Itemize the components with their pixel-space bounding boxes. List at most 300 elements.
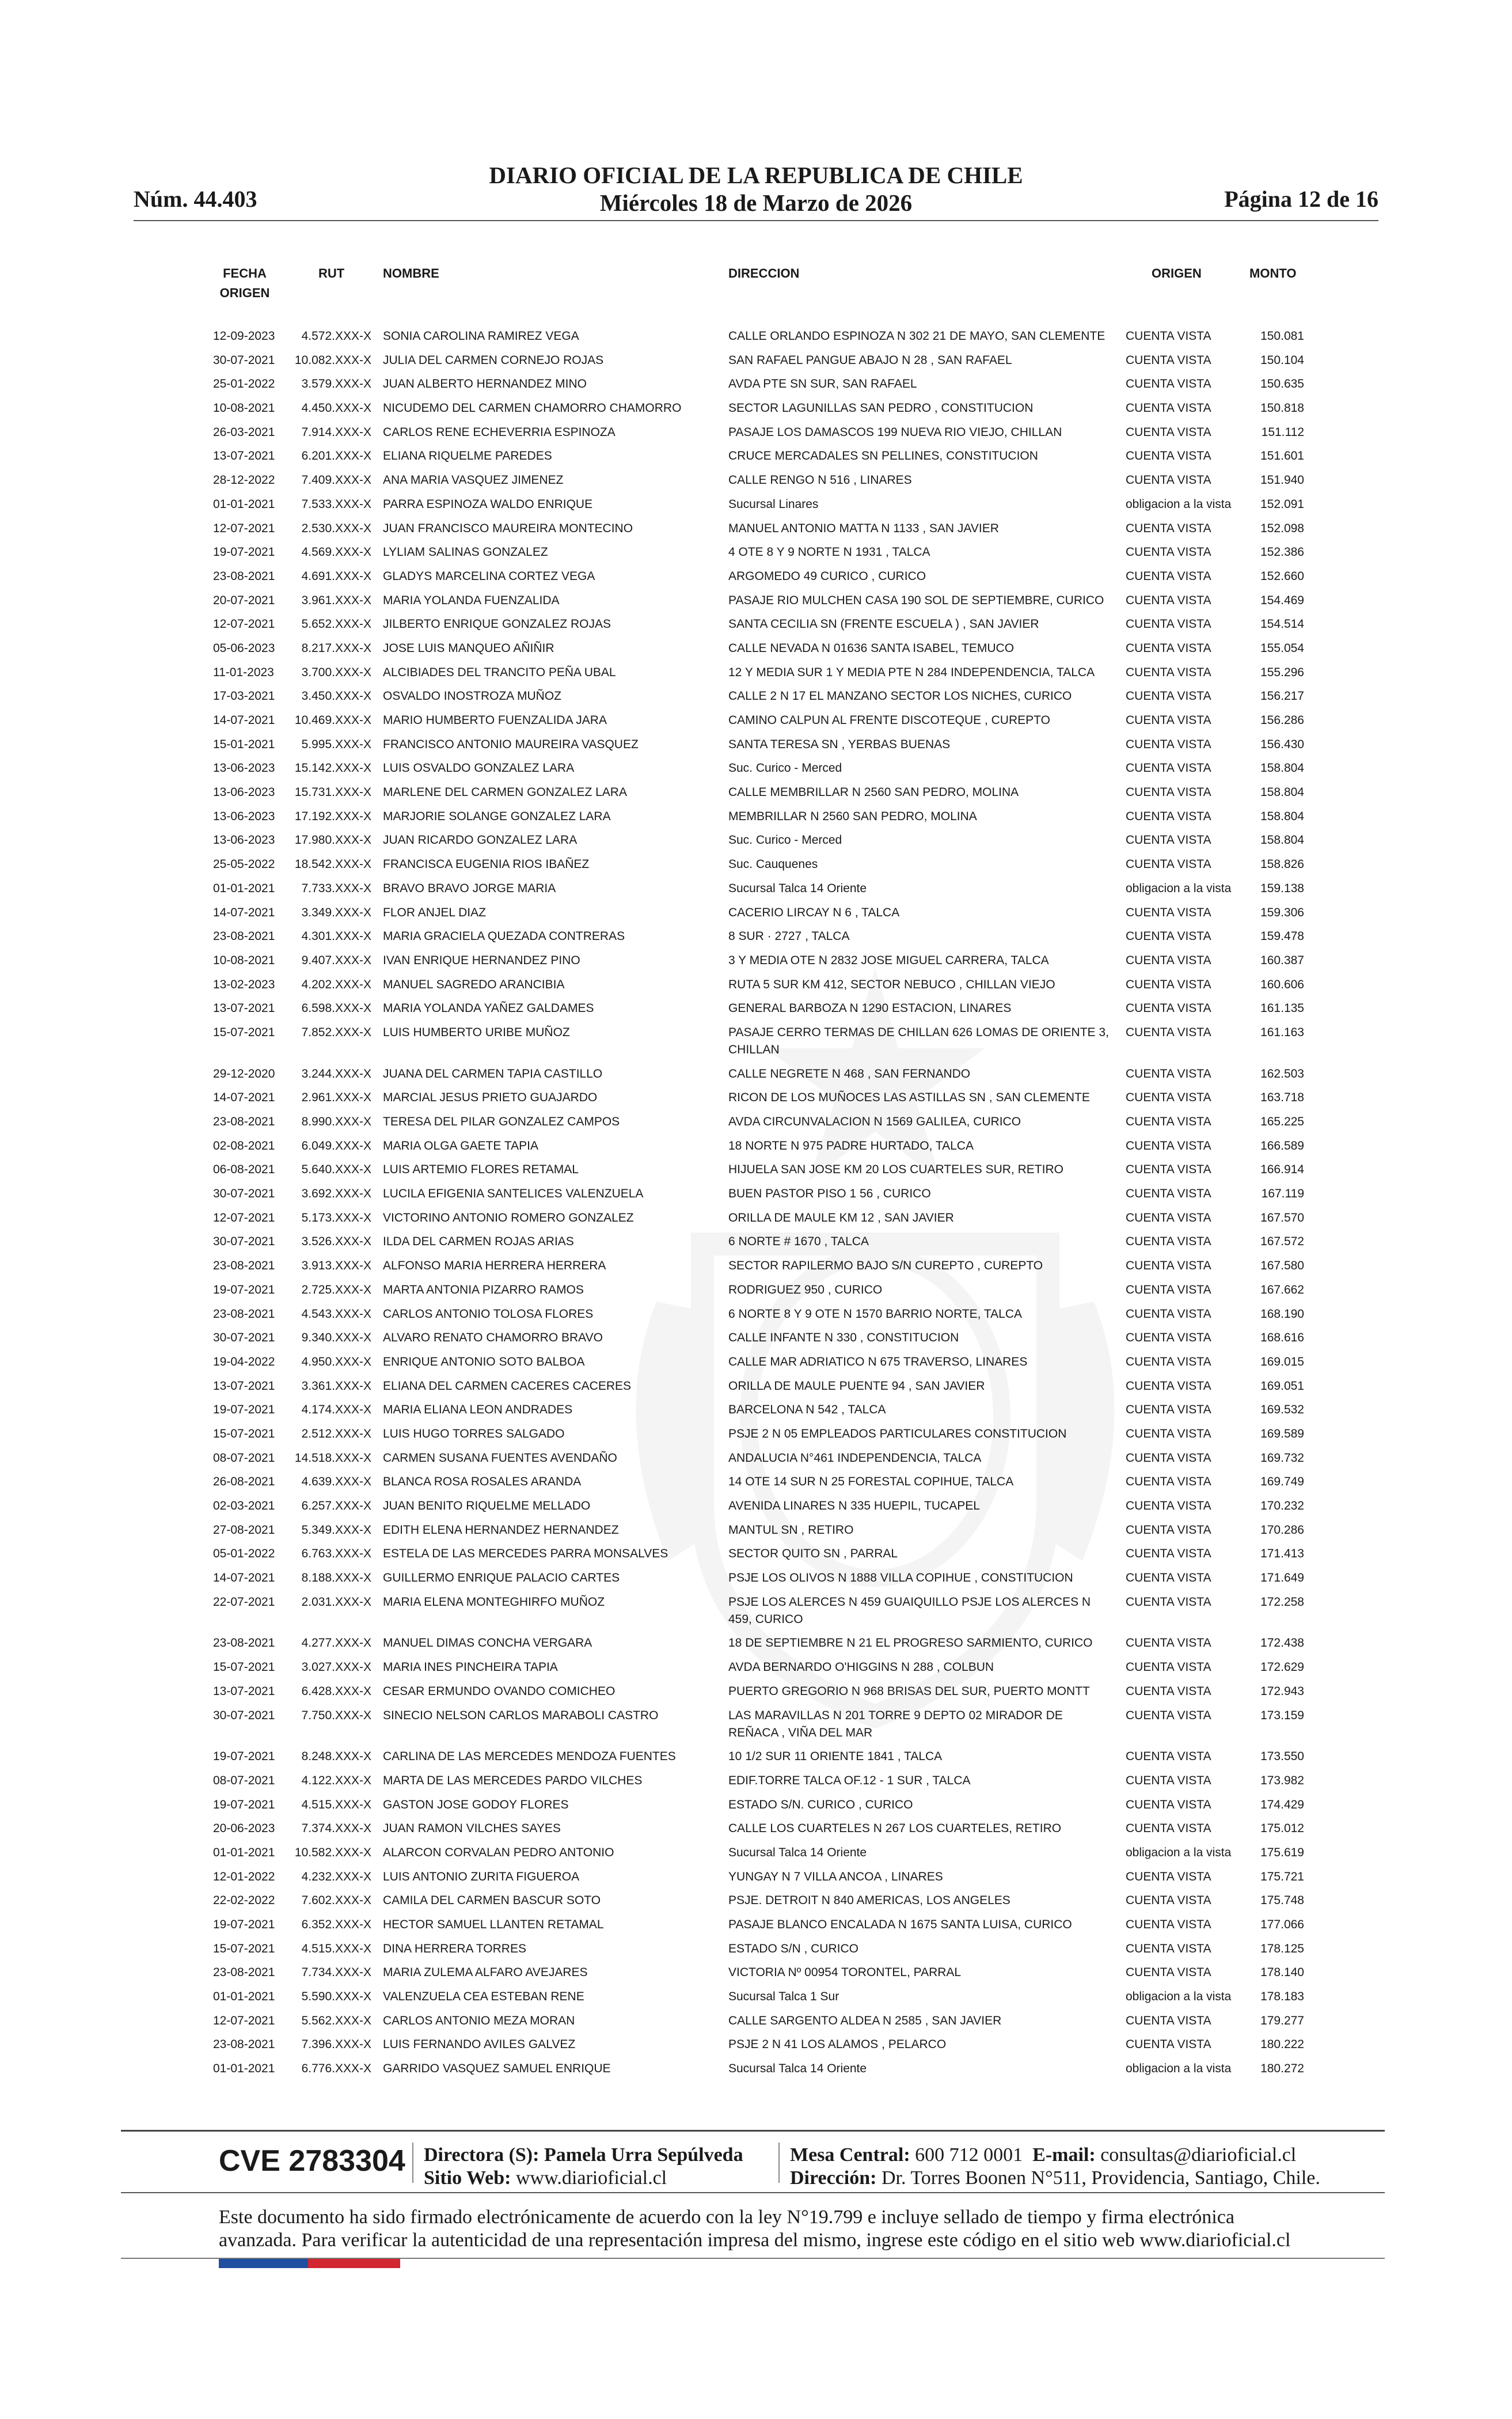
cell-origen: CUENTA VISTA [1126, 1595, 1211, 1609]
cell-fecha: 25-01-2022 [213, 377, 275, 391]
cell-origen: CUENTA VISTA [1126, 1660, 1211, 1674]
cell-origen: CUENTA VISTA [1126, 1235, 1211, 1249]
results-table [0, 328, 1512, 2084]
cell-fecha: 26-03-2021 [213, 425, 275, 439]
cell-direccion: PASAJE CERRO TERMAS DE CHILLAN 626 LOMAS DE ORIENTE 3, CHILLAN [728, 1025, 1109, 1056]
cell-origen: obligacion a la vista [1126, 881, 1232, 895]
cell-fecha: 23-08-2021 [213, 2038, 275, 2052]
cell-nombre: SINECIO NELSON CARLOS MARABOLI CASTRO [383, 1708, 659, 1722]
table-row [0, 1378, 1512, 1402]
cell-rut: 15.731.XXX-X [294, 786, 371, 799]
cell-nombre: GLADYS MARCELINA CORTEZ VEGA [383, 569, 595, 583]
cell-monto: 168.190 [1260, 1307, 1304, 1321]
cell-rut: 2.961.XXX-X [301, 1091, 371, 1105]
cell-origen: CUENTA VISTA [1126, 1331, 1211, 1345]
cell-monto: 163.718 [1260, 1091, 1304, 1105]
cell-nombre: ELIANA RIQUELME PAREDES [383, 449, 552, 463]
table-row [0, 376, 1512, 400]
table-row [0, 568, 1512, 592]
cell-direccion: BUEN PASTOR PISO 1 56 , CURICO [728, 1187, 931, 1201]
cell-origen: CUENTA VISTA [1126, 377, 1211, 391]
table-row [0, 904, 1512, 928]
table-row [0, 352, 1512, 376]
cell-origen: CUENTA VISTA [1126, 1475, 1211, 1489]
cell-nombre: HECTOR SAMUEL LLANTEN RETAMAL [383, 1918, 604, 1931]
cell-direccion: SECTOR RAPILERMO BAJO S/N CUREPTO , CUREPTO [728, 1259, 1043, 1273]
cell-nombre: FRANCISCA EUGENIA RIOS IBAÑEZ [383, 858, 590, 871]
table-row [0, 1353, 1512, 1378]
cell-rut: 7.409.XXX-X [301, 473, 371, 487]
cell-origen: CUENTA VISTA [1126, 329, 1211, 343]
cell-nombre: ALCIBIADES DEL TRANCITO PEÑA UBAL [383, 665, 616, 679]
cell-fecha: 13-06-2023 [213, 809, 275, 823]
cell-direccion: 8 SUR · 2727 , TALCA [728, 930, 850, 943]
cell-rut: 7.750.XXX-X [301, 1708, 371, 1722]
cell-origen: CUENTA VISTA [1126, 1571, 1211, 1585]
issue-number: Núm. 44.403 [134, 186, 257, 212]
cell-direccion: PASAJE LOS DAMASCOS 199 NUEVA RIO VIEJO, CHILLAN [728, 425, 1062, 439]
cell-fecha: 01-01-2021 [213, 497, 275, 511]
cell-direccion: Sucursal Talca 14 Oriente [728, 1845, 867, 1859]
cell-nombre: LUCILA EFIGENIA SANTELICES VALENZUELA [383, 1187, 644, 1201]
cell-direccion: SECTOR LAGUNILLAS SAN PEDRO , CONSTITUCION [728, 401, 1034, 415]
cell-origen: CUENTA VISTA [1126, 1750, 1211, 1764]
cell-monto: 158.804 [1260, 809, 1304, 823]
cell-fecha: 29-12-2020 [213, 1067, 275, 1080]
table-row [0, 736, 1512, 760]
cell-direccion: HIJUELA SAN JOSE KM 20 LOS CUARTELES SUR, RETIRO [728, 1163, 1063, 1177]
cell-fecha: 26-08-2021 [213, 1475, 275, 1489]
cell-rut: 4.569.XXX-X [301, 545, 371, 559]
cell-nombre: MARIA OLGA GAETE TAPIA [383, 1139, 538, 1152]
cell-rut: 4.450.XXX-X [301, 401, 371, 415]
table-row [0, 1868, 1512, 1893]
cell-rut: 5.995.XXX-X [301, 737, 371, 751]
cell-origen: CUENTA VISTA [1126, 714, 1211, 727]
cell-nombre: ELIANA DEL CARMEN CACERES CACERES [383, 1379, 632, 1393]
email-label: E-mail: [1032, 2144, 1096, 2166]
cell-fecha: 11-01-2023 [213, 665, 274, 679]
cell-rut: 15.142.XXX-X [294, 761, 371, 775]
table-row [0, 1113, 1512, 1138]
cell-direccion: AVDA CIRCUNVALACION N 1569 GALILEA, CURICO [728, 1115, 1021, 1128]
cell-monto: 172.943 [1260, 1684, 1304, 1698]
cell-rut: 14.518.XXX-X [294, 1451, 371, 1465]
cell-direccion: CALLE INFANTE N 330 , CONSTITUCION [728, 1331, 959, 1345]
cell-direccion: CALLE MAR ADRIATICO N 675 TRAVERSO, LINARES [728, 1355, 1028, 1368]
cell-direccion: CALLE ORLANDO ESPINOZA N 302 21 DE MAYO, SAN CLEMENTE [728, 329, 1105, 343]
cell-fecha: 10-08-2021 [213, 401, 275, 415]
cell-origen: CUENTA VISTA [1126, 689, 1211, 703]
table-row [0, 1988, 1512, 2012]
cell-fecha: 08-07-2021 [213, 1451, 275, 1465]
cell-origen: CUENTA VISTA [1126, 1403, 1211, 1417]
table-row [0, 1545, 1512, 1569]
cell-fecha: 22-07-2021 [213, 1595, 275, 1609]
cell-rut: 5.652.XXX-X [301, 617, 371, 631]
cell-nombre: GUILLERMO ENRIQUE PALACIO CARTES [383, 1571, 620, 1585]
cell-monto: 172.258 [1260, 1595, 1304, 1609]
cell-rut: 9.340.XXX-X [301, 1331, 371, 1345]
table-row [0, 400, 1512, 424]
legal-notice [219, 2206, 1359, 2252]
cell-origen: CUENTA VISTA [1126, 425, 1211, 439]
cell-direccion: ESTADO S/N. CURICO , CURICO [728, 1798, 913, 1811]
cell-monto: 180.272 [1260, 2062, 1304, 2076]
cell-monto: 167.570 [1260, 1211, 1304, 1224]
cell-monto: 152.091 [1260, 497, 1304, 511]
cell-monto: 171.649 [1260, 1571, 1304, 1585]
cell-origen: CUENTA VISTA [1126, 1547, 1211, 1561]
cell-direccion: CALLE MEMBRILLAR N 2560 SAN PEDRO, MOLINA [728, 786, 1019, 799]
table-row [0, 1024, 1512, 1066]
cell-fecha: 19-04-2022 [213, 1355, 275, 1368]
column-header-fecha-line1: FECHA [223, 266, 267, 280]
cell-fecha: 23-08-2021 [213, 1115, 275, 1128]
cell-monto: 167.662 [1260, 1283, 1304, 1296]
cell-rut: 17.980.XXX-X [294, 833, 371, 847]
cell-origen: CUENTA VISTA [1126, 930, 1211, 943]
cell-rut: 3.579.XXX-X [301, 377, 371, 391]
cell-origen: CUENTA VISTA [1126, 1211, 1211, 1224]
cell-nombre: IVAN ENRIQUE HERNANDEZ PINO [383, 953, 580, 967]
cell-monto: 180.222 [1260, 2038, 1304, 2052]
cell-origen: CUENTA VISTA [1126, 641, 1211, 655]
footer-divider-top [121, 2130, 1385, 2132]
cell-nombre: NICUDEMO DEL CARMEN CHAMORRO CHAMORRO [383, 401, 682, 415]
cell-nombre: EDITH ELENA HERNANDEZ HERNANDEZ [383, 1523, 619, 1537]
cell-monto: 156.217 [1260, 689, 1304, 703]
table-row [0, 976, 1512, 1000]
table-row [0, 952, 1512, 976]
cell-fecha: 13-06-2023 [213, 833, 275, 847]
cell-monto: 155.296 [1260, 665, 1304, 679]
cell-nombre: BLANCA ROSA ROSALES ARANDA [383, 1475, 582, 1489]
footer-separator [412, 2143, 413, 2183]
table-row [0, 1185, 1512, 1210]
cell-fecha: 23-08-2021 [213, 569, 275, 583]
cell-nombre: SONIA CAROLINA RAMIREZ VEGA [383, 329, 579, 343]
cell-monto: 173.159 [1260, 1708, 1304, 1722]
table-row [0, 664, 1512, 688]
cell-fecha: 19-07-2021 [213, 1918, 275, 1931]
cell-origen: CUENTA VISTA [1126, 1966, 1211, 1980]
cell-origen: CUENTA VISTA [1126, 1259, 1211, 1273]
column-header-origen: ORIGEN [1152, 266, 1202, 280]
cell-fecha: 19-07-2021 [213, 545, 275, 559]
cell-nombre: TERESA DEL PILAR GONZALEZ CAMPOS [383, 1115, 620, 1128]
table-row [0, 2060, 1512, 2084]
table-row [0, 1281, 1512, 1306]
table-row [0, 1210, 1512, 1234]
cell-rut: 4.277.XXX-X [301, 1636, 371, 1650]
cell-direccion: SANTA CECILIA SN (FRENTE ESCUELA ) , SAN JAVIER [728, 617, 1039, 631]
cell-monto: 166.914 [1260, 1163, 1304, 1177]
cell-rut: 10.469.XXX-X [294, 714, 371, 727]
cell-origen: CUENTA VISTA [1126, 1822, 1211, 1836]
cell-fecha: 30-07-2021 [213, 1331, 275, 1345]
cell-nombre: MARIA INES PINCHEIRA TAPIA [383, 1660, 558, 1674]
cell-direccion: CALLE NEVADA N 01636 SANTA ISABEL, TEMUCO [728, 641, 1015, 655]
cell-direccion: SECTOR QUITO SN , PARRAL [728, 1547, 898, 1561]
cell-fecha: 13-07-2021 [213, 1379, 275, 1393]
table-row [0, 784, 1512, 808]
cell-direccion: CALLE SARGENTO ALDEA N 2585 , SAN JAVIER [728, 2014, 1002, 2027]
table-row [0, 1306, 1512, 1330]
cell-monto: 168.616 [1260, 1331, 1304, 1345]
column-header-monto: MONTO [1249, 266, 1297, 280]
cell-origen: CUENTA VISTA [1126, 2014, 1211, 2027]
cell-rut: 7.852.XXX-X [301, 1025, 371, 1039]
cell-nombre: MARIA YOLANDA YAÑEZ GALDAMES [383, 1002, 594, 1015]
table-row [0, 1161, 1512, 1185]
cell-monto: 151.112 [1261, 425, 1304, 439]
publication-title: DIARIO OFICIAL DE LA REPUBLICA DE CHILE [489, 162, 1023, 188]
cell-rut: 9.407.XXX-X [301, 953, 371, 967]
cell-fecha: 13-02-2023 [213, 977, 275, 991]
cell-direccion: LAS MARAVILLAS N 201 TORRE 9 DEPTO 02 MIRADOR DE REÑACA , VIÑA DEL MAR [728, 1708, 1063, 1739]
cell-origen: CUENTA VISTA [1126, 833, 1211, 847]
table-row [0, 616, 1512, 640]
cell-nombre: CARLINA DE LAS MERCEDES MENDOZA FUENTES [383, 1750, 676, 1764]
cell-monto: 155.054 [1260, 641, 1304, 655]
cell-direccion: ESTADO S/N , CURICO [728, 1942, 858, 1955]
cell-nombre: DINA HERRERA TORRES [383, 1942, 526, 1955]
cell-origen: CUENTA VISTA [1126, 1499, 1211, 1512]
cell-direccion: 6 NORTE 8 Y 9 OTE N 1570 BARRIO NORTE, TALCA [728, 1307, 1023, 1321]
cell-monto: 158.804 [1260, 833, 1304, 847]
cell-monto: 159.306 [1260, 905, 1304, 919]
column-header-fecha-line2: ORIGEN [219, 286, 270, 300]
cell-direccion: PSJE. DETROIT N 840 AMERICAS, LOS ANGELES [728, 1894, 1010, 1908]
cell-fecha: 15-07-2021 [213, 1427, 275, 1440]
cell-origen: obligacion a la vista [1126, 2062, 1232, 2076]
cell-origen: CUENTA VISTA [1126, 737, 1211, 751]
cell-monto: 179.277 [1260, 2014, 1304, 2027]
cell-rut: 4.691.XXX-X [301, 569, 371, 583]
cell-rut: 4.950.XXX-X [301, 1355, 371, 1368]
cell-origen: CUENTA VISTA [1126, 1283, 1211, 1296]
cell-origen: obligacion a la vista [1126, 1845, 1232, 1859]
table-row [0, 808, 1512, 832]
table-row [0, 1844, 1512, 1868]
cell-monto: 175.748 [1260, 1894, 1304, 1908]
cell-rut: 8.248.XXX-X [301, 1750, 371, 1764]
cell-nombre: ALFONSO MARIA HERRERA HERRERA [383, 1259, 606, 1273]
cell-rut: 5.349.XXX-X [301, 1523, 371, 1537]
cell-nombre: MARIA ZULEMA ALFARO AVEJARES [383, 1966, 588, 1980]
cell-direccion: AVENIDA LINARES N 335 HUEPIL, TUCAPEL [728, 1499, 980, 1512]
table-row [0, 496, 1512, 520]
cell-monto: 154.514 [1260, 617, 1304, 631]
cell-fecha: 02-03-2021 [213, 1499, 275, 1512]
cell-nombre: MARIO HUMBERTO FUENZALIDA JARA [383, 714, 607, 727]
cell-origen: CUENTA VISTA [1126, 1684, 1211, 1698]
cell-origen: CUENTA VISTA [1126, 617, 1211, 631]
mesa-value: 600 712 0001 [915, 2144, 1023, 2166]
cell-direccion: ORILLA DE MAULE PUENTE 94 , SAN JAVIER [728, 1379, 985, 1393]
table-row [0, 1569, 1512, 1594]
cell-monto: 173.550 [1260, 1750, 1304, 1764]
email-link[interactable]: consultas@diarioficial.cl [1100, 2144, 1297, 2166]
cell-origen: CUENTA VISTA [1126, 1773, 1211, 1787]
cell-origen: CUENTA VISTA [1126, 1918, 1211, 1931]
cell-nombre: VALENZUELA CEA ESTEBAN RENE [383, 1990, 584, 2004]
cell-nombre: LUIS HUGO TORRES SALGADO [383, 1427, 565, 1440]
cell-direccion: 18 NORTE N 975 PADRE HURTADO, TALCA [728, 1139, 974, 1152]
cell-origen: CUENTA VISTA [1126, 1798, 1211, 1811]
sitio-label: Sitio Web: [424, 2167, 511, 2189]
cell-rut: 3.244.XXX-X [301, 1067, 371, 1080]
cell-origen: CUENTA VISTA [1126, 1523, 1211, 1537]
cell-fecha: 05-01-2022 [213, 1547, 275, 1561]
cell-fecha: 06-08-2021 [213, 1163, 275, 1177]
cell-monto: 172.629 [1260, 1660, 1304, 1674]
table-row [0, 640, 1512, 664]
cell-origen: CUENTA VISTA [1126, 977, 1211, 991]
cell-monto: 161.163 [1260, 1025, 1304, 1039]
cell-monto: 170.286 [1260, 1523, 1304, 1537]
table-row [0, 1089, 1512, 1113]
cell-direccion: PSJE 2 N 05 EMPLEADOS PARTICULARES CONSTITUCION [728, 1427, 1067, 1440]
cell-origen: CUENTA VISTA [1126, 1139, 1211, 1152]
cell-origen: CUENTA VISTA [1126, 1451, 1211, 1465]
cell-origen: CUENTA VISTA [1126, 1163, 1211, 1177]
cell-rut: 6.776.XXX-X [301, 2062, 371, 2076]
cell-direccion: Sucursal Talca 1 Sur [728, 1990, 839, 2004]
cell-origen: CUENTA VISTA [1126, 545, 1211, 559]
cell-rut: 7.374.XXX-X [301, 1822, 371, 1836]
cell-direccion: Sucursal Linares [728, 497, 819, 511]
cell-nombre: LUIS ARTEMIO FLORES RETAMAL [383, 1163, 579, 1177]
cell-rut: 7.602.XXX-X [301, 1894, 371, 1908]
cell-monto: 167.572 [1260, 1235, 1304, 1249]
cell-nombre: JUAN ALBERTO HERNANDEZ MINO [383, 377, 587, 391]
cell-nombre: MARTA DE LAS MERCEDES PARDO VILCHES [383, 1773, 643, 1787]
cell-rut: 2.530.XXX-X [301, 521, 371, 535]
cell-rut: 6.257.XXX-X [301, 1499, 371, 1512]
table-row [0, 2012, 1512, 2037]
cell-nombre: JUAN RICARDO GONZALEZ LARA [383, 833, 578, 847]
cell-origen: CUENTA VISTA [1126, 953, 1211, 967]
cell-fecha: 01-01-2021 [213, 1990, 275, 2004]
cell-nombre: PARRA ESPINOZA WALDO ENRIQUE [383, 497, 593, 511]
cell-origen: CUENTA VISTA [1126, 353, 1211, 367]
cell-nombre: ENRIQUE ANTONIO SOTO BALBOA [383, 1355, 585, 1368]
cell-direccion: 14 OTE 14 SUR N 25 FORESTAL COPIHUE, TALCA [728, 1475, 1014, 1489]
cell-rut: 4.515.XXX-X [301, 1942, 371, 1955]
cell-rut: 3.913.XXX-X [301, 1259, 371, 1273]
cell-monto: 174.429 [1260, 1798, 1304, 1811]
cell-nombre: JILBERTO ENRIQUE GONZALEZ ROJAS [383, 617, 611, 631]
table-row [0, 1748, 1512, 1772]
table-row [0, 832, 1512, 856]
cell-fecha: 13-07-2021 [213, 1002, 275, 1015]
cell-monto: 167.580 [1260, 1259, 1304, 1273]
cell-rut: 4.232.XXX-X [301, 1870, 371, 1883]
cell-monto: 169.732 [1260, 1451, 1304, 1465]
cell-nombre: MARIA YOLANDA FUENZALIDA [383, 593, 560, 607]
cell-direccion: ORILLA DE MAULE KM 12 , SAN JAVIER [728, 1211, 954, 1224]
cell-monto: 175.619 [1260, 1845, 1304, 1859]
cell-rut: 6.428.XXX-X [301, 1684, 371, 1698]
table-row [0, 1594, 1512, 1635]
table-row [0, 2036, 1512, 2060]
cell-monto: 158.804 [1260, 761, 1304, 775]
cell-monto: 169.532 [1260, 1403, 1304, 1417]
cell-fecha: 15-07-2021 [213, 1942, 275, 1955]
page-indicator: Página 12 de 16 [1224, 186, 1378, 212]
cell-origen: CUENTA VISTA [1126, 401, 1211, 415]
table-row [0, 1473, 1512, 1497]
cell-rut: 2.031.XXX-X [301, 1595, 371, 1609]
cell-fecha: 15-07-2021 [213, 1660, 275, 1674]
cell-direccion: CAMINO CALPUN AL FRENTE DISCOTEQUE , CUREPTO [728, 714, 1050, 727]
cell-monto: 161.135 [1260, 1002, 1304, 1015]
cell-rut: 17.192.XXX-X [294, 809, 371, 823]
cell-nombre: GARRIDO VASQUEZ SAMUEL ENRIQUE [383, 2062, 611, 2076]
cell-fecha: 14-07-2021 [213, 1571, 275, 1585]
header-divider [134, 220, 1378, 221]
cell-rut: 4.122.XXX-X [301, 1773, 371, 1787]
cell-monto: 169.051 [1260, 1379, 1304, 1393]
table-row [0, 760, 1512, 784]
cell-direccion: RICON DE LOS MUÑOCES LAS ASTILLAS SN , SAN CLEMENTE [728, 1091, 1090, 1105]
cell-rut: 18.542.XXX-X [294, 858, 371, 871]
cell-rut: 3.361.XXX-X [301, 1379, 371, 1393]
cell-rut: 7.914.XXX-X [301, 425, 371, 439]
table-row [0, 544, 1512, 568]
cell-fecha: 19-07-2021 [213, 1798, 275, 1811]
cell-monto: 158.804 [1260, 786, 1304, 799]
cell-rut: 6.049.XXX-X [301, 1139, 371, 1152]
cell-fecha: 23-08-2021 [213, 1259, 275, 1273]
cell-origen: CUENTA VISTA [1126, 1636, 1211, 1650]
cell-nombre: MARIA ELENA MONTEGHIRFO MUÑOZ [383, 1595, 605, 1609]
cell-rut: 8.188.XXX-X [301, 1571, 371, 1585]
cell-monto: 169.589 [1260, 1427, 1304, 1440]
cell-direccion: MANTUL SN , RETIRO [728, 1523, 854, 1537]
cell-monto: 178.140 [1260, 1966, 1304, 1980]
cell-monto: 162.503 [1260, 1067, 1304, 1080]
cell-direccion: YUNGAY N 7 VILLA ANCOA , LINARES [728, 1870, 943, 1883]
cell-fecha: 12-09-2023 [213, 329, 275, 343]
cell-fecha: 14-07-2021 [213, 1091, 275, 1105]
cell-origen: CUENTA VISTA [1126, 858, 1211, 871]
cell-direccion: RODRIGUEZ 950 , CURICO [728, 1283, 883, 1296]
cell-direccion: PSJE 2 N 41 LOS ALAMOS , PELARCO [728, 2038, 947, 2052]
table-row [0, 1522, 1512, 1546]
footer-divider-mid [121, 2192, 1385, 2193]
cell-rut: 3.526.XXX-X [301, 1235, 371, 1249]
footer-director-block [424, 2144, 743, 2190]
cell-nombre: CAMILA DEL CARMEN BASCUR SOTO [383, 1894, 601, 1908]
cell-monto: 165.225 [1260, 1115, 1304, 1128]
cell-origen: CUENTA VISTA [1126, 1091, 1211, 1105]
cell-monto: 154.469 [1260, 593, 1304, 607]
cell-fecha: 19-07-2021 [213, 1750, 275, 1764]
cell-rut: 7.734.XXX-X [301, 1966, 371, 1980]
cell-origen: CUENTA VISTA [1126, 1870, 1211, 1883]
cell-nombre: OSVALDO INOSTROZA MUÑOZ [383, 689, 561, 703]
cell-rut: 10.082.XXX-X [294, 353, 371, 367]
cell-rut: 8.990.XXX-X [301, 1115, 371, 1128]
cell-origen: CUENTA VISTA [1126, 1942, 1211, 1955]
cell-fecha: 15-01-2021 [213, 737, 275, 751]
cell-fecha: 23-08-2021 [213, 930, 275, 943]
sitio-web-link[interactable]: www.diarioficial.cl [515, 2167, 667, 2189]
table-row [0, 1066, 1512, 1090]
